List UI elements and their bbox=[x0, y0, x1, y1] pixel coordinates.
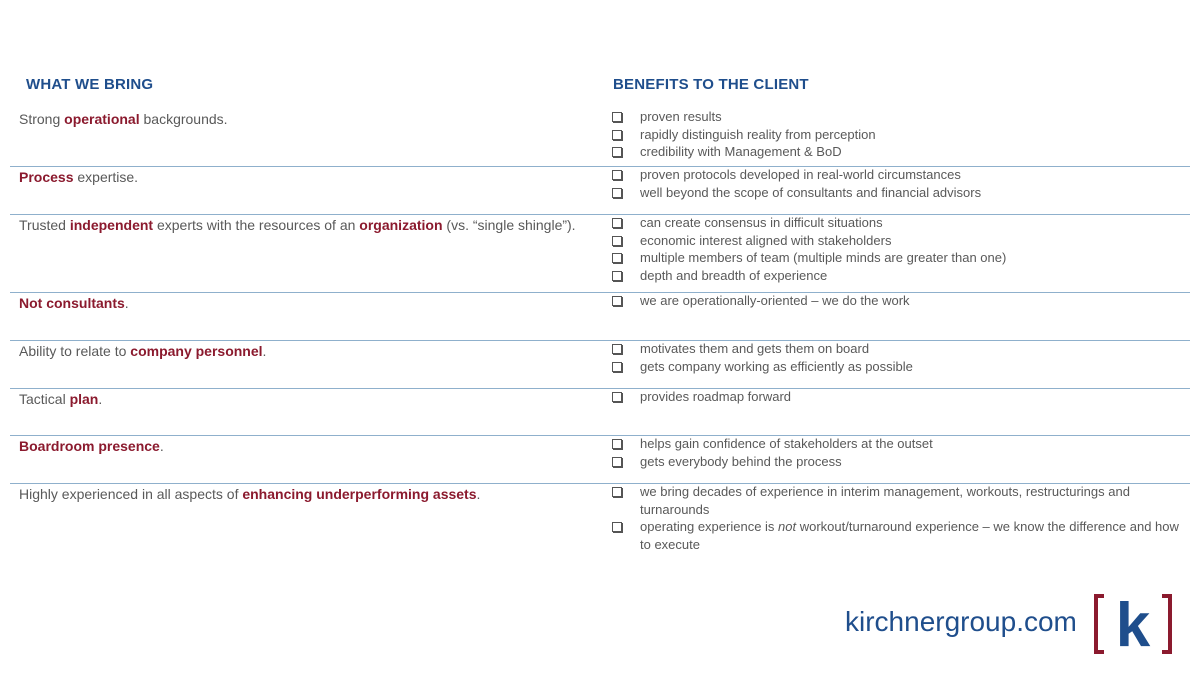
benefit-item: rapidly distinguish reality from perception bbox=[612, 126, 1182, 144]
checkbox-bullet-icon bbox=[612, 271, 622, 281]
checkbox-bullet-icon bbox=[612, 392, 622, 402]
checkbox-bullet-icon bbox=[612, 236, 622, 246]
benefit-item: gets everybody behind the process bbox=[612, 453, 1182, 471]
benefit-list bbox=[612, 214, 1182, 284]
benefit-item: proven results bbox=[612, 108, 1182, 126]
benefit-item: well beyond the scope of consultants and financial advisors bbox=[612, 184, 1182, 202]
checkbox-bullet-icon bbox=[612, 130, 622, 140]
benefit-list bbox=[612, 483, 1182, 553]
benefit-item: multiple members of team (multiple minds are greater than one) bbox=[612, 249, 1182, 267]
checkbox-bullet-icon bbox=[612, 362, 622, 372]
checkbox-bullet-icon bbox=[612, 457, 622, 467]
table-row bbox=[10, 166, 1190, 215]
checkbox-bullet-icon bbox=[612, 439, 622, 449]
benefit-item: proven protocols developed in real-world circumstances bbox=[612, 166, 1182, 184]
table-row bbox=[10, 292, 1190, 341]
benefit-item: we are operationally-oriented – we do the work bbox=[612, 292, 1182, 310]
benefit-list bbox=[612, 292, 1182, 310]
table-row bbox=[10, 388, 1190, 436]
checkbox-bullet-icon bbox=[612, 296, 622, 306]
checkbox-bullet-icon bbox=[612, 253, 622, 263]
benefit-item: economic interest aligned with stakeholders bbox=[612, 232, 1182, 250]
table-row bbox=[10, 340, 1190, 389]
website-url[interactable]: kirchnergroup.com bbox=[845, 606, 1077, 637]
benefit-list bbox=[612, 388, 1182, 406]
benefit-item: depth and breadth of experience bbox=[612, 267, 1182, 285]
benefit-list bbox=[612, 166, 1182, 201]
benefit-item: operating experience is not workout/turnaround experience – we know the difference and how to execute bbox=[612, 518, 1182, 553]
checkbox-bullet-icon bbox=[612, 218, 622, 228]
benefit-item: helps gain confidence of stakeholders at the outset bbox=[612, 435, 1182, 453]
benefit-item: credibility with Management & BoD bbox=[612, 143, 1182, 161]
checkbox-bullet-icon bbox=[612, 487, 622, 497]
what-we-bring-heading: WHAT WE BRING bbox=[26, 76, 154, 93]
capability-text: Ability to relate to company personnel. bbox=[19, 343, 267, 359]
benefit-item: motivates them and gets them on board bbox=[612, 340, 1182, 358]
capability-text: Tactical plan. bbox=[19, 391, 103, 407]
benefit-item: gets company working as efficiently as possible bbox=[612, 358, 1182, 376]
kirchner-logo bbox=[1094, 592, 1172, 656]
capability-text: Process expertise. bbox=[19, 169, 139, 185]
benefit-item: can create consensus in difficult situations bbox=[612, 214, 1182, 232]
capability-text: Not consultants. bbox=[19, 295, 129, 311]
checkbox-bullet-icon bbox=[612, 188, 622, 198]
table-row bbox=[10, 483, 1190, 573]
checkbox-bullet-icon bbox=[612, 522, 622, 532]
benefit-list bbox=[612, 435, 1182, 470]
checkbox-bullet-icon bbox=[612, 344, 622, 354]
table-row bbox=[10, 108, 1190, 167]
logo-left-bracket bbox=[1096, 596, 1104, 652]
logo-letter: k bbox=[1115, 592, 1151, 656]
capability-text: Boardroom presence. bbox=[19, 438, 164, 454]
benefit-item: we bring decades of experience in interim management, workouts, restructurings and turnarounds bbox=[612, 483, 1182, 518]
table-row bbox=[10, 435, 1190, 484]
table-row bbox=[10, 214, 1190, 293]
benefit-list bbox=[612, 340, 1182, 375]
logo-right-bracket bbox=[1162, 596, 1170, 652]
benefit-item: provides roadmap forward bbox=[612, 388, 1182, 406]
benefit-list bbox=[612, 108, 1182, 161]
capability-text: Strong operational backgrounds. bbox=[19, 111, 228, 127]
checkbox-bullet-icon bbox=[612, 112, 622, 122]
checkbox-bullet-icon bbox=[612, 147, 622, 157]
capability-text: Trusted independent experts with the resources of an organization (vs. “single shingle”). bbox=[19, 217, 576, 233]
benefits-heading: BENEFITS TO THE CLIENT bbox=[613, 76, 809, 93]
capability-text: Highly experienced in all aspects of enhancing underperforming assets. bbox=[19, 486, 481, 502]
checkbox-bullet-icon bbox=[612, 170, 622, 180]
